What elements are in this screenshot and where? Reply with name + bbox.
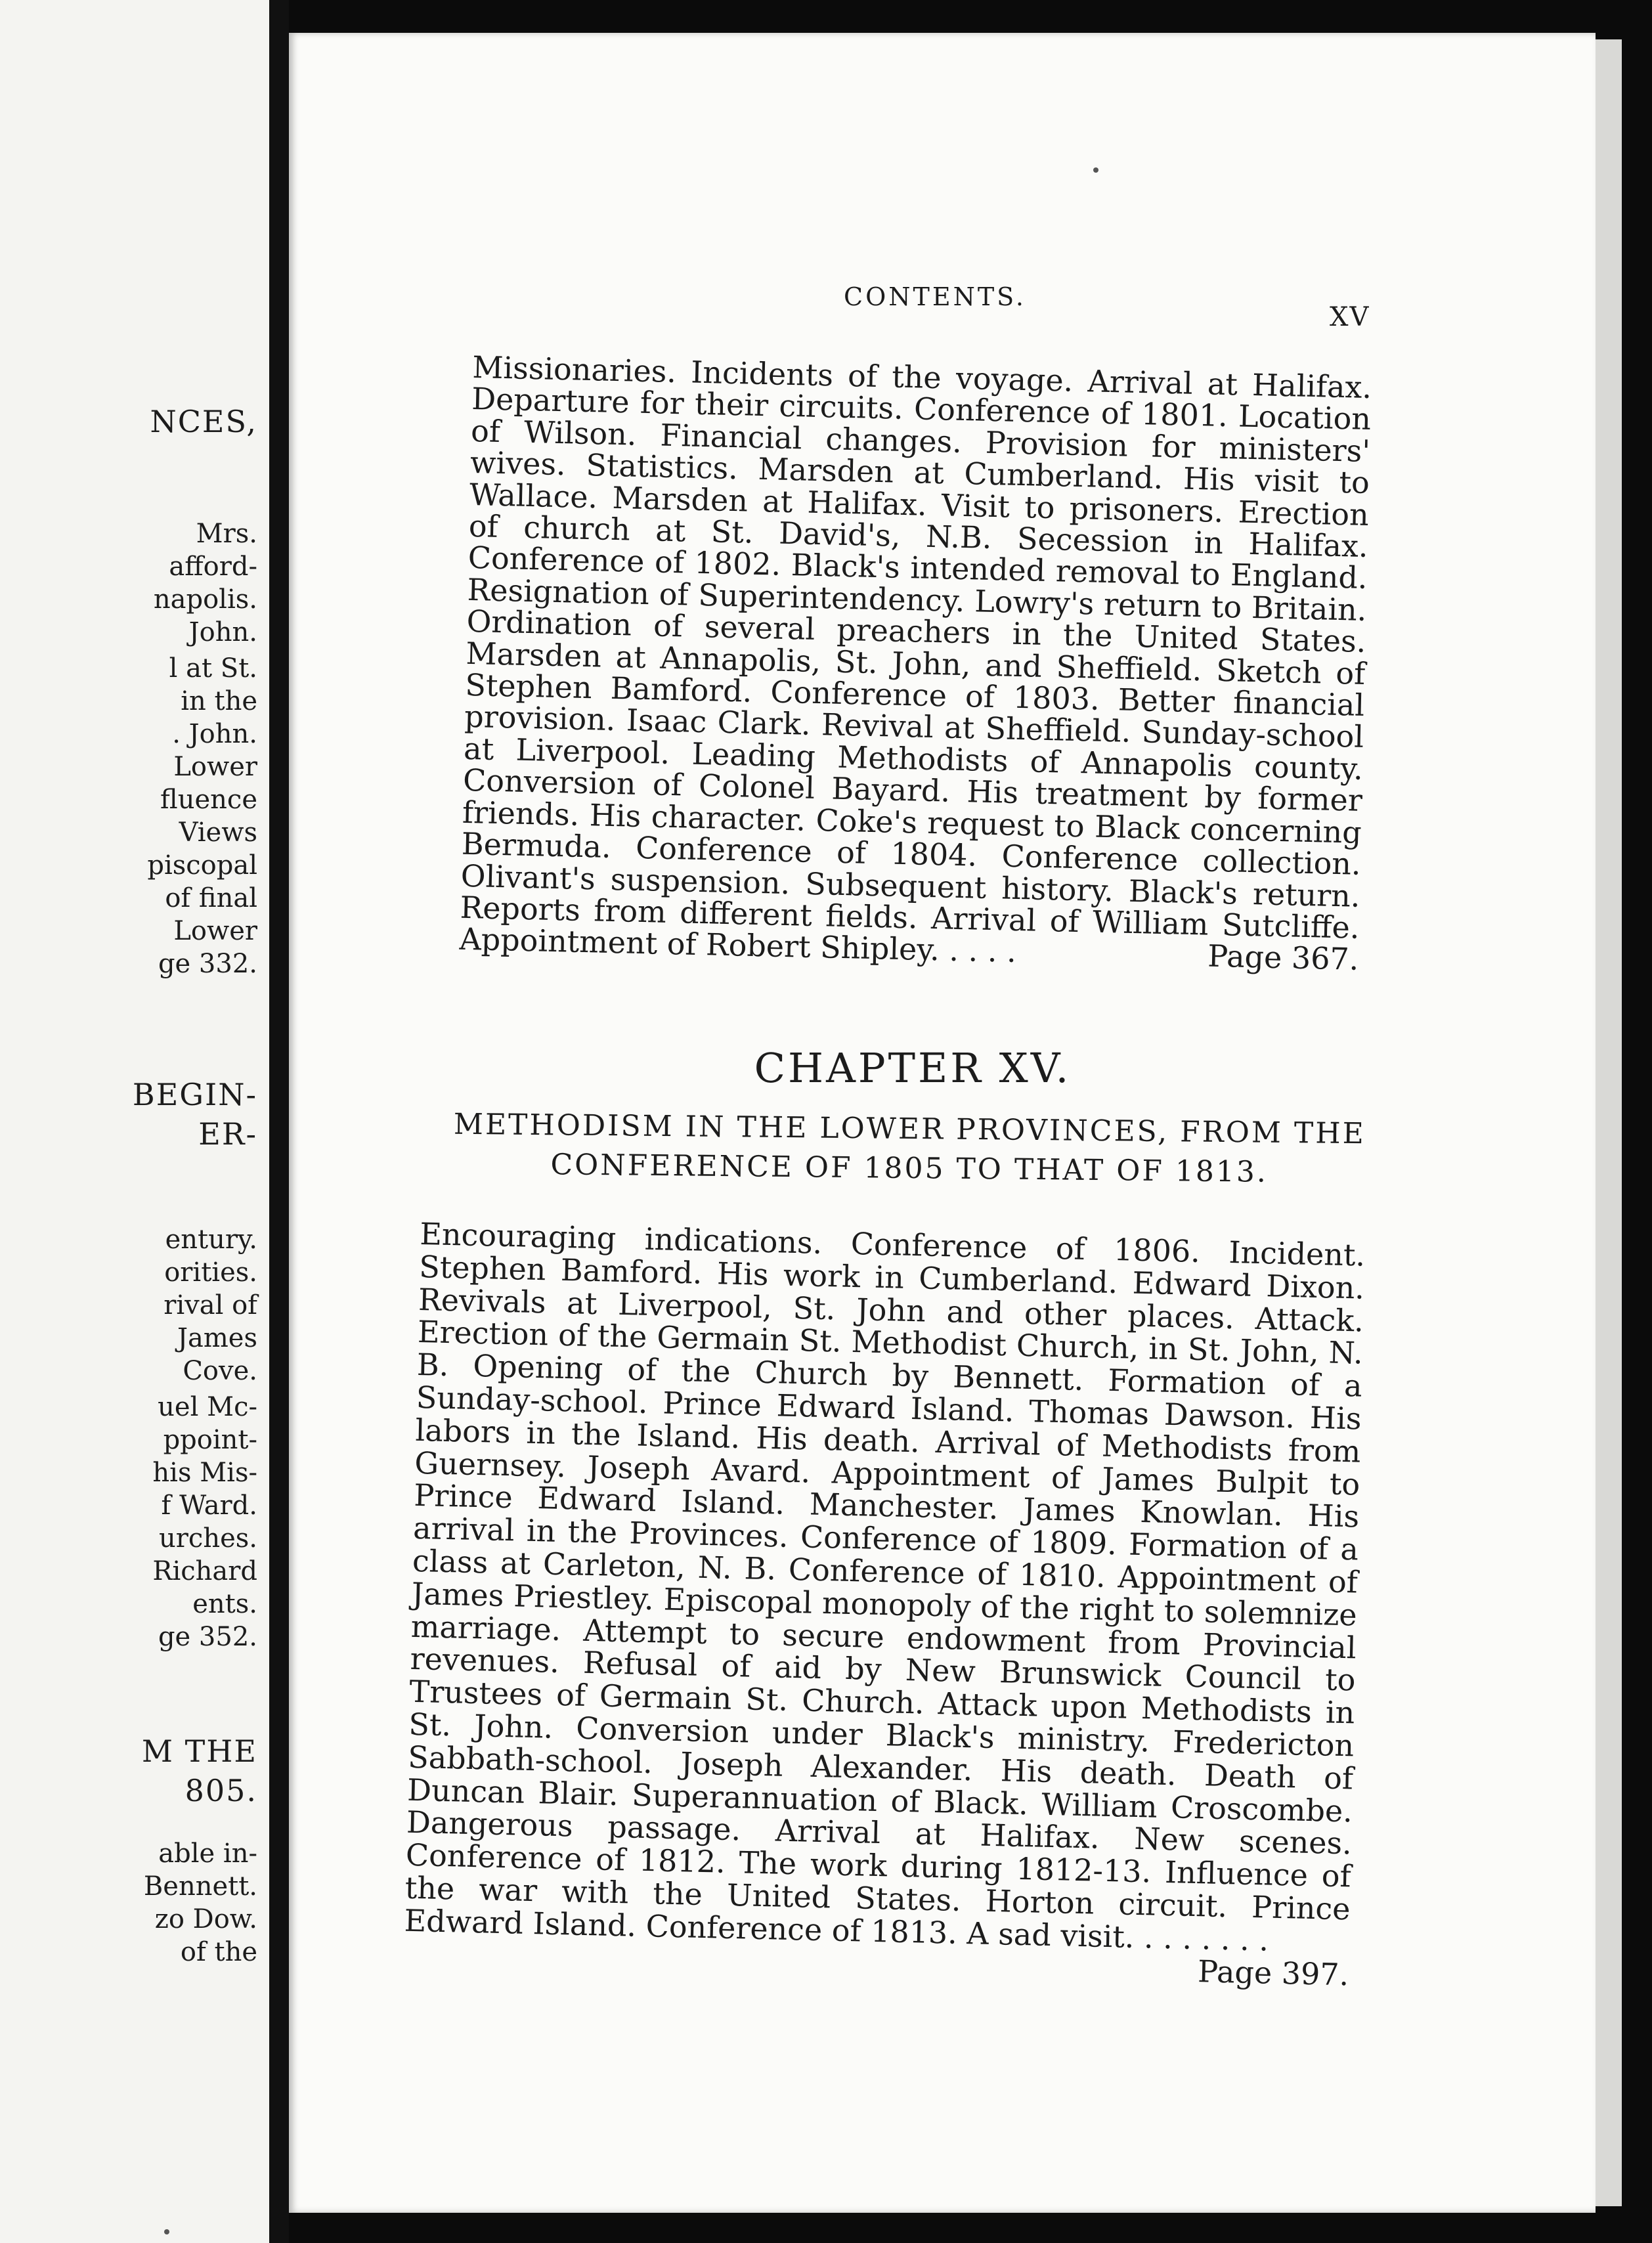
left-page-line: able in- (158, 1839, 257, 1869)
chapter-subtitle (433, 1104, 1385, 1193)
left-page-line: Mrs. (196, 519, 257, 549)
left-page-line: zo Dow. (154, 1904, 257, 1934)
left-page-line: ge 352. (158, 1622, 257, 1652)
left-page-line: f Ward. (161, 1491, 257, 1521)
left-page-line: entury. (165, 1225, 257, 1255)
left-page-line: afford- (169, 552, 257, 582)
paper-speck (164, 2229, 169, 2234)
summary-text: Missionaries. Incidents of the voyage. Arrival at Halifax. Departure for their circuits. Conference of 1801. Location of Wilson. Financial changes. Provision for ministers' wives. Statistics. Marsden at Cumberland. His visit to Wallace. Marsden at Halifax. Visit to prisoners. Erection of church at St. David's, N.B. Secession in Halifax. Conference of 1802. Black's intended removal to England. Resignation of Superintendency. Lowry's return to Britain. Ordination of several preachers in the United States. Marsden at Annapolis, St. John, and Sheffield. Sketch of Stephen Bamford. Conference of 1803. Better financial provision. Isaac Clark. Revival at Sheffield. Sunday-school at Liverpool. Leading Methodists of Annapolis county. Conversion of Colonel Bayard. His treatment by former friends. His character. Coke's request to Black concerning Bermuda. Conference of 1804. Conference collection. Olivant's suspension. Subsequent history. Black's return. Reports from different fields. Arrival of William Sutcliffe. Appointment of Robert Shipley. . . . . (459, 349, 1372, 970)
left-page-line: of final (165, 883, 257, 913)
running-head: CONTENTS. (844, 282, 1026, 311)
left-page-line: Lower (173, 916, 257, 946)
chapter-title: CHAPTER XV. (754, 1044, 1072, 1092)
left-page-line: orities. (164, 1257, 257, 1288)
page-edge (1596, 39, 1622, 2206)
left-page-line: Lower (173, 752, 257, 782)
left-page-line: l at St. (169, 653, 257, 684)
left-page-line: ents. (192, 1589, 257, 1619)
left-page-fragment (0, 0, 269, 2243)
left-page-line: NCES, (150, 404, 257, 439)
left-page-line: . John. (172, 719, 257, 749)
left-page-line: John. (188, 617, 257, 647)
left-page-line: napolis. (153, 584, 257, 615)
left-page-line: fluence (160, 785, 257, 815)
left-page-line: ER- (198, 1116, 257, 1152)
left-page-line: Cove. (183, 1356, 257, 1386)
left-page-line: ppoint- (163, 1425, 257, 1455)
left-page-line: in the (181, 686, 257, 716)
left-page-line: 805. (185, 1773, 257, 1808)
chapter-subtitle-line-1: METHODISM IN THE LOWER PROVINCES, FROM THE (453, 1107, 1366, 1151)
paper-speck (1093, 167, 1098, 173)
left-page-line: Bennett. (143, 1871, 257, 1902)
left-page-line: urches. (159, 1523, 257, 1554)
left-page-line: of the (180, 1937, 257, 1967)
left-page-line: Richard (152, 1556, 257, 1586)
page-reference: Page 367. (1207, 938, 1359, 978)
chapter-xv-summary (403, 1218, 1366, 1992)
book-gutter (269, 0, 289, 2243)
left-page-line: Views (179, 817, 257, 848)
left-page-line: James (177, 1323, 257, 1353)
left-page-line: rival of (163, 1290, 257, 1320)
left-page-line: his Mis- (152, 1458, 257, 1488)
left-page-line: ge 332. (158, 949, 257, 979)
chapter-subtitle-line-2: CONFERENCE OF 1805 TO THAT OF 1813. (550, 1148, 1269, 1189)
left-page-line: M THE (141, 1733, 257, 1769)
left-page-line: BEGIN- (132, 1077, 257, 1112)
left-page-line: uel Mc- (158, 1392, 257, 1422)
page-reference: Page 397. (1197, 1953, 1349, 1992)
page-number: XV (1330, 302, 1370, 332)
summary-text: Encouraging indications. Conference of 1806. Incident. Stephen Bamford. His work in Cumberland. Edward Dixon. Revivals at Liverpool, St. John and other places. Attack. Erection of the Germain St. Methodist Church, in St. John, N. B. Opening of the Church by Bennett. Formation of a Sunday-school. Prince Edward Island. Thomas Dawson. His labors in the Island. His death. Arrival of Methodists from Guernsey. Joseph Avard. Appointment of James Bulpit to Prince Edward Island. Manchester. James Knowlan. His arrival in the Provinces. Conference of 1809. Formation of a class at Carleton, N. B. Conference of 1810. Appointment of James Priestley. Episcopal monopoly of the right to solemnize marriage. Attempt to secure endowment from Provincial revenues. Refusal of aid by New Brunswick Council to Trustees of Germain St. Church. Attack upon Methodists in St. John. Conversion under Black's ministry. Fredericton Sabbath-school. Joseph Alexander. His death. Death of Duncan Blair. Superannuation of Black. William Croscombe. Dangerous passage. Arrival at Halifax. New scenes. Conference of 1812. The work during 1812-13. Influence of the war with the United States. Horton circuit. Prince Edward Island. Conference of 1813. A sad visit. . . . . . . . (404, 1216, 1366, 1958)
left-page-line: piscopal (147, 850, 257, 881)
chapter-xiv-summary (459, 351, 1372, 976)
